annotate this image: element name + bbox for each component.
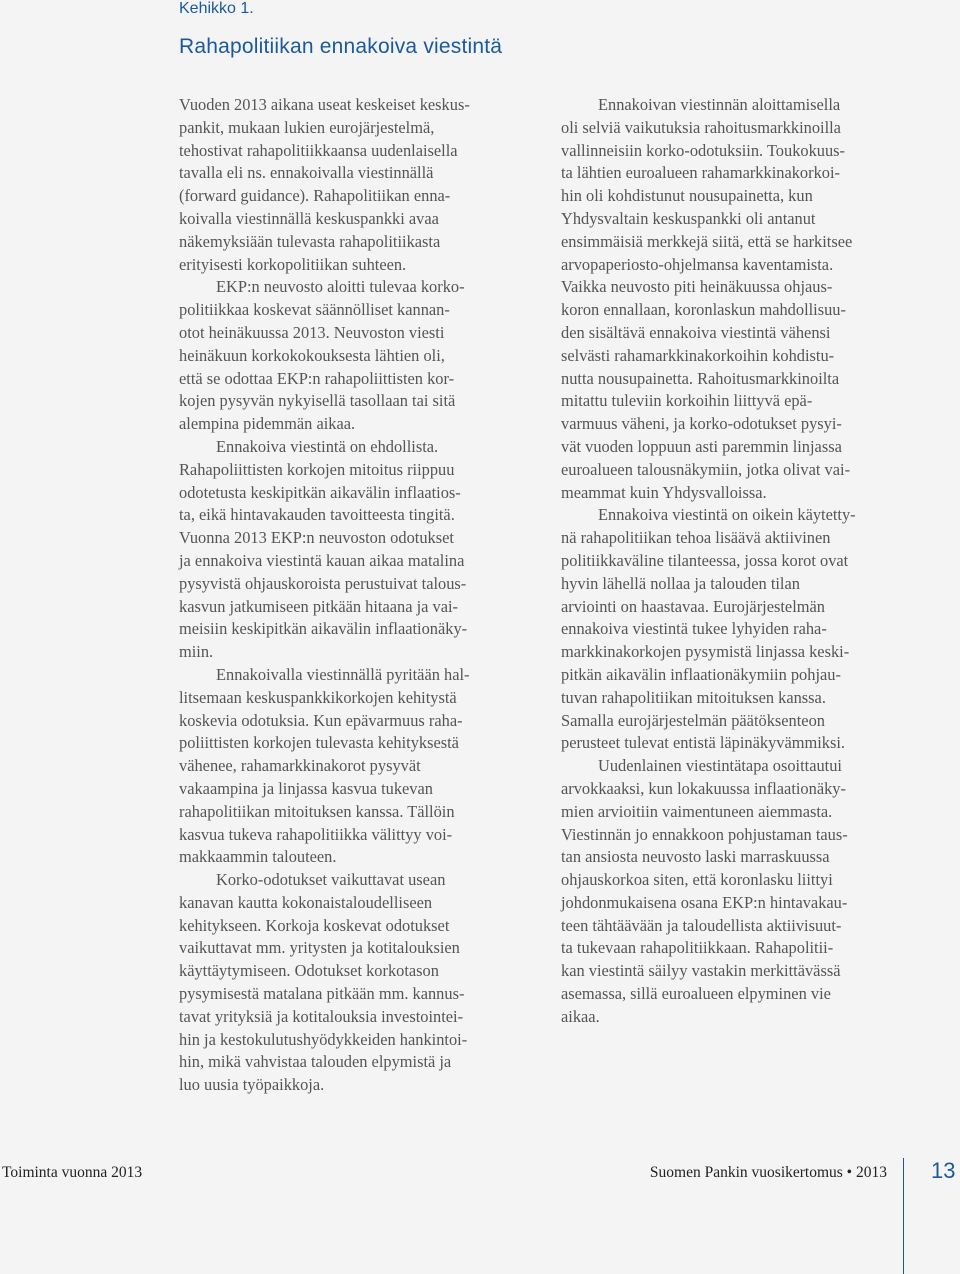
text-line: ja ennakoiva viestintä kauan aikaa matalina [179, 550, 465, 570]
text-line: den sisältävä ennakoiva viestintä vähensi [561, 322, 831, 342]
text-line: Yhdysvaltain keskuspankki oli antanut [561, 208, 816, 228]
text-line: kehitykseen. Korkoja koskevat odotukset [179, 915, 450, 935]
text-line: hin oli kohdistunut nousupainetta, kun [561, 186, 813, 206]
text-line: Vuonna 2013 EKP:n neuvoston odotukset [179, 528, 454, 548]
text-line: varmuus väheni, ja korko-odotukset pysyi- [561, 414, 842, 434]
text-line: euroalueen talousnäkymiin, jotka olivat vai- [561, 459, 851, 479]
text-line: erityisesti korkopolitiikan suhteen. [179, 254, 407, 274]
text-line: että se odottaa EKP:n rahapoliittisten kor- [179, 368, 455, 388]
text-line: poliittisten korkojen tulevasta kehityksestä [179, 733, 459, 753]
text-line: markkinakorkojen pysymistä linjassa keski- [561, 642, 850, 662]
text-line: alempina pidemmän aikaa. [179, 414, 356, 434]
text-line: odotetusta keskipitkän aikavälin inflaatios- [179, 482, 461, 502]
box-label: Kehikko 1. [179, 0, 254, 17]
text-line: Vuoden 2013 aikana useat keskeiset keskus- [179, 95, 470, 114]
text-line: tehostivat rahapolitiikkaansa uudenlaisella [179, 140, 458, 160]
text-line: aikaa. [561, 1006, 600, 1026]
text-line: tavat yrityksiä ja kotitalouksia investointei- [179, 1006, 464, 1026]
text-line: Ennakoivan viestinnän aloittamisella [598, 95, 841, 114]
text-line: otot heinäkuussa 2013. Neuvoston viesti [179, 322, 445, 342]
text-line: Samalla eurojärjestelmän päätöksenteon [561, 710, 825, 730]
text-line: arviointi on haastavaa. Eurojärjestelmän [561, 596, 825, 616]
text-line: ta tukevaan rahapolitiikkaan. Rahapolitii- [561, 938, 834, 958]
text-line: miin. [179, 642, 214, 662]
page-number: 13 [931, 1158, 956, 1183]
text-line: tavalla eli ns. ennakoivalla viestinnällä [179, 163, 434, 183]
text-line: Korko-odotukset vaikuttavat usean [216, 870, 446, 890]
body-column-left [179, 94, 527, 1097]
text-line: ta, eikä hintavakauden tavoitteesta tingitä. [179, 505, 455, 525]
text-line: vallinneisiin korko-odotuksiin. Toukokuus- [561, 140, 846, 160]
text-line: arvopaperiosto-ohjelmansa kaventamista. [561, 254, 834, 274]
text-line: ohjauskorkoa siten, että koronlasku liittyi [561, 870, 833, 890]
text-line: vät vuoden loppuun asti paremmin linjassa [561, 436, 842, 456]
text-line: oli selviä vaikutuksia rahoitusmarkkinoilla [561, 117, 841, 137]
text-line: kasvua tukeva rahapolitiikka välittyy voi- [179, 824, 453, 844]
text-line: käyttäytymiseen. Odotukset korkotason [179, 961, 439, 981]
text-line: Uudenlainen viestintätapa osoittautui [598, 756, 842, 776]
text-line: kojen pysyvän nykyisellä tasollaan tai sitä [179, 391, 456, 411]
page-title: Rahapolitiikan ennakoiva viestintä [179, 35, 503, 58]
text-line: pysymisestä matalana pitkään mm. kannus- [179, 984, 465, 1004]
text-line: hin, mikä vahvistaa talouden elpymistä ja [179, 1052, 452, 1072]
text-line: pankit, mukaan lukien eurojärjestelmä, [179, 117, 435, 137]
text-line: teen tähtäävään ja taloudellista aktiivisuut- [561, 915, 842, 935]
footer-section-label: Toiminta vuonna 2013 [2, 1164, 143, 1181]
text-line: EKP:n neuvosto aloitti tulevaa korko- [216, 277, 465, 297]
text-line: politiikkaa koskevat säännölliset kannan- [179, 300, 450, 320]
text-line: hyvin lähellä nollaa ja talouden tilan [561, 573, 800, 593]
text-line: vaikuttavat mm. yritysten ja kotitalouksien [179, 938, 460, 958]
text-line: tuvan rahapolitiikan mitoituksen kanssa. [561, 687, 826, 707]
text-line: meisiin keskipitkän aikavälin inflaationäky- [179, 619, 468, 639]
text-line: mitattu tuleviin korkoihin liittyvä epä- [561, 391, 813, 411]
text-line: arvokkaaksi, kun lokakuussa inflaationäky- [561, 778, 846, 798]
text-line: ennakoiva viestintä tukee lyhyiden raha- [561, 619, 827, 639]
text-line: nutta nousupainetta. Rahoitusmarkkinoilta [561, 368, 840, 388]
text-line: selvästi rahamarkkinakorkoihin kohdistu- [561, 345, 835, 365]
text-line: vakaampina ja linjassa kasvua tukevan [179, 778, 433, 798]
text-line: vähenee, rahamarkkinakorot pysyvät [179, 756, 421, 776]
text-line: heinäkuun korkokokouksesta lähtien oli, [179, 345, 445, 365]
text-line: koron ennallaan, koronlaskun mahdollisuu- [561, 300, 846, 320]
text-line: meammat kuin Yhdysvalloissa. [561, 482, 767, 502]
text-line: Ennakoiva viestintä on oikein käytetty- [598, 505, 856, 525]
text-line: litsemaan keskuspankkikorkojen kehitystä [179, 687, 457, 707]
text-line: Viestinnän jo ennakkoon pohjustaman taus- [561, 824, 848, 844]
text-line: Ennakoiva viestintä on ehdollista. [216, 436, 439, 456]
footer-divider [903, 1158, 904, 1274]
text-line: rahapolitiikan mitoituksen kanssa. Tällöin [179, 801, 455, 821]
text-line: kanavan kautta kokonaistaloudelliseen [179, 892, 433, 912]
footer-publication-label: Suomen Pankin vuosikertomus • 2013 [649, 1164, 887, 1181]
text-line: Rahapoliittisten korkojen mitoitus riippuu [179, 459, 455, 479]
text-line: politiikkaväline tilanteessa, jossa korot ovat [561, 550, 849, 570]
text-line: mien arvioitiin vaimentuneen aiemmasta. [561, 801, 833, 821]
text-line: ta lähtien euroalueen rahamarkkinakorkoi- [561, 163, 840, 183]
text-line: Ennakoivalla viestinnällä pyritään hal- [216, 664, 470, 684]
text-line: asemassa, sillä euroalueen elpyminen vie [561, 984, 831, 1004]
text-line: koskevia odotuksia. Kun epävarmuus raha- [179, 710, 463, 730]
text-line: makkaammin talouteen. [179, 847, 337, 867]
text-line: hin ja kestokulutushyödykkeiden hankintoi- [179, 1029, 468, 1049]
text-line: Vaikka neuvosto piti heinäkuussa ohjaus- [561, 277, 833, 297]
text-line: pysyvistä ohjauskoroista perustuivat talous- [179, 573, 467, 593]
text-line: kasvun jatkumiseen pitkään hitaana ja vai- [179, 596, 459, 616]
text-line: perusteet tulevat entistä läpinäkyvämmiksi. [561, 733, 846, 753]
text-line: koivalla viestinnällä keskuspankki avaa [179, 208, 439, 228]
text-line: kan viestintä säilyy vastakin merkittävässä [561, 961, 841, 981]
text-line: tan ansiosta neuvosto laski marraskuussa [561, 847, 830, 867]
text-line: näkemyksiään tulevasta rahapolitiikasta [179, 231, 441, 251]
text-line: ensimmäisiä merkkejä siitä, että se harkitsee [561, 231, 853, 251]
text-line: (forward guidance). Rahapolitiikan enna- [179, 186, 451, 206]
text-line: pitkän aikavälin inflaationäkymiin pohjau- [561, 664, 841, 684]
body-column-right [561, 94, 909, 1029]
text-line: luo uusia työpaikkoja. [179, 1075, 325, 1095]
text-line: johdonmukaisena osana EKP:n hintavakau- [561, 892, 848, 912]
text-line: nä rahapolitiikan tehoa lisäävä aktiivinen [561, 528, 831, 548]
